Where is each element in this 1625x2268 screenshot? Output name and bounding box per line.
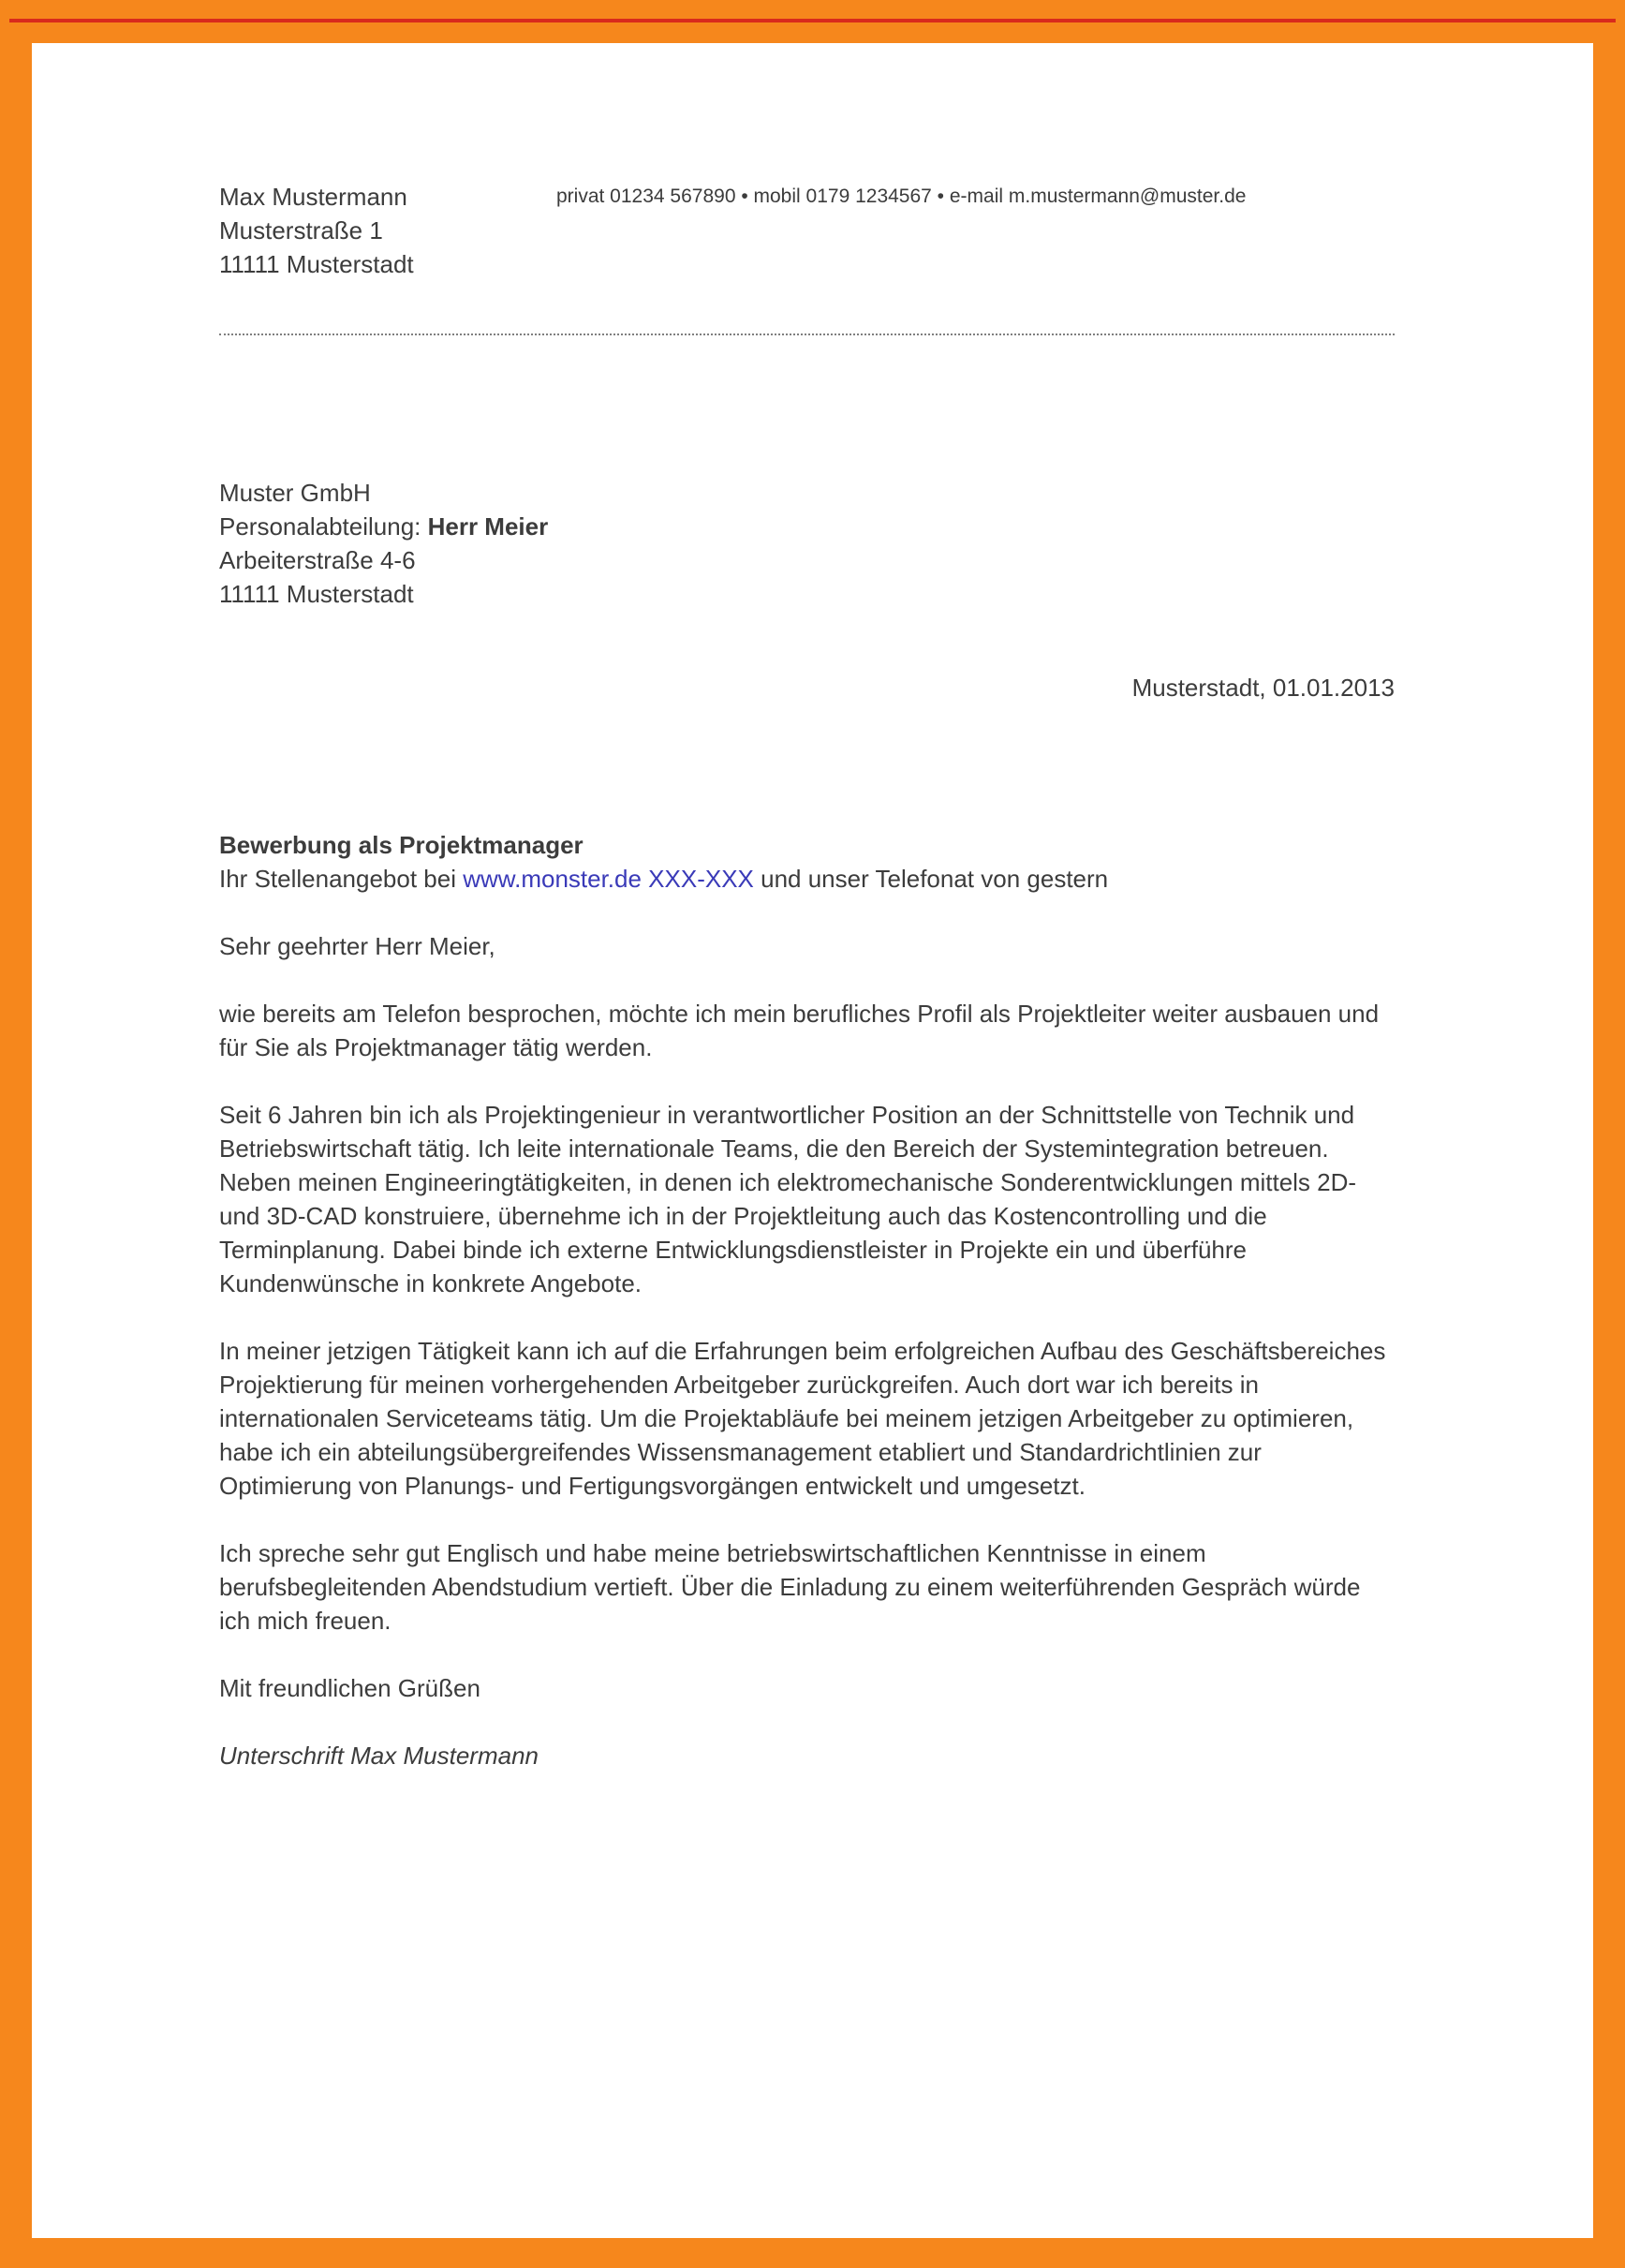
date-line: Musterstadt, 01.01.2013	[1131, 674, 1395, 702]
body-paragraph-2: Seit 6 Jahren bin ich als Projektingenieur in verantwortlicher Position an der Schnittstelle von Technik und Betriebswirtschaft tätig. Ich leite internationale Teams, die den Bereich der Systemintegration betreuen. Neben meinen Engineeringtätigkeiten, in denen ich elektromechanische Sonderentwicklungen mittels 2D- und 3D-CAD konstruiere, übernehme ich in der Projektleitung auch das Kostencontrolling und die Terminplanung. Dabei binde ich externe Entwicklungsdienstleister in Projekte ein und überführe Kundenwünsche in konkrete Angebote.	[219, 1101, 1357, 1297]
subject-block	[219, 828, 1395, 896]
recipient-address	[219, 476, 1395, 611]
subject-reference-line	[219, 862, 1395, 896]
top-accent-line	[9, 19, 1616, 22]
recipient-street: Arbeiterstraße 4-6	[219, 546, 416, 574]
closing-line: Mit freundlichen Grüßen	[219, 1674, 480, 1702]
recipient-department-line	[219, 510, 1395, 543]
sender-header	[219, 180, 1395, 281]
separator-line	[219, 334, 1395, 335]
sender-contact-line: privat 01234 567890 • mobil 0179 1234567 • e-mail m.mustermann@muster.de	[556, 185, 1247, 207]
recipient-city: 11111 Musterstadt	[219, 580, 414, 608]
subject-reference-suffix: und unser Telefonat von gestern	[753, 865, 1109, 893]
subject-title: Bewerbung als Projektmanager	[219, 831, 584, 859]
salutation: Sehr geehrter Herr Meier,	[219, 932, 495, 960]
recipient-company: Muster GmbH	[219, 479, 371, 507]
job-posting-link[interactable]: www.monster.de XXX-XXX	[463, 865, 754, 893]
body-paragraph-3: In meiner jetzigen Tätigkeit kann ich auf die Erfahrungen beim erfolgreichen Aufbau des Geschäftsbereiches Projektierung für meinen vorhergehenden Arbeitgeber zurückgreifen. Auch dort war ich bereits in internationalen Serviceteams tätig. Um die Projektabläufe bei meinem jetzigen Arbeitgeber zu optimieren, habe ich ein abteilungsübergreifendes Wissensmanagement etabliert und Standardrichtlinien zur Optimierung von Planungs- und Fertigungsvorgängen entwickelt und umgesetzt.	[219, 1337, 1386, 1500]
recipient-contact-person: Herr Meier	[427, 512, 549, 541]
sender-city: 11111 Musterstadt	[219, 250, 414, 278]
sender-name: Max Mustermann	[219, 183, 407, 211]
subject-reference-prefix: Ihr Stellenangebot bei	[219, 865, 464, 893]
sender-street: Musterstraße 1	[219, 216, 383, 245]
body-paragraph-4: Ich spreche sehr gut Englisch und habe meine betriebswirtschaftlichen Kenntnisse in einem berufsbegleitenden Abendstudium vertieft. Über die Einladung zu einem weiterführenden Gespräch würde ich mich freuen.	[219, 1539, 1361, 1635]
letter-sheet	[32, 43, 1593, 2238]
letter-content	[32, 43, 1593, 1772]
recipient-department-label: Personalabteilung:	[219, 512, 428, 541]
body-paragraph-1: wie bereits am Telefon besprochen, möchte ich mein berufliches Profil als Projektleiter weiter ausbauen und für Sie als Projektmanager tätig werden.	[219, 1000, 1380, 1061]
signature-line: Unterschrift Max Mustermann	[219, 1742, 539, 1770]
